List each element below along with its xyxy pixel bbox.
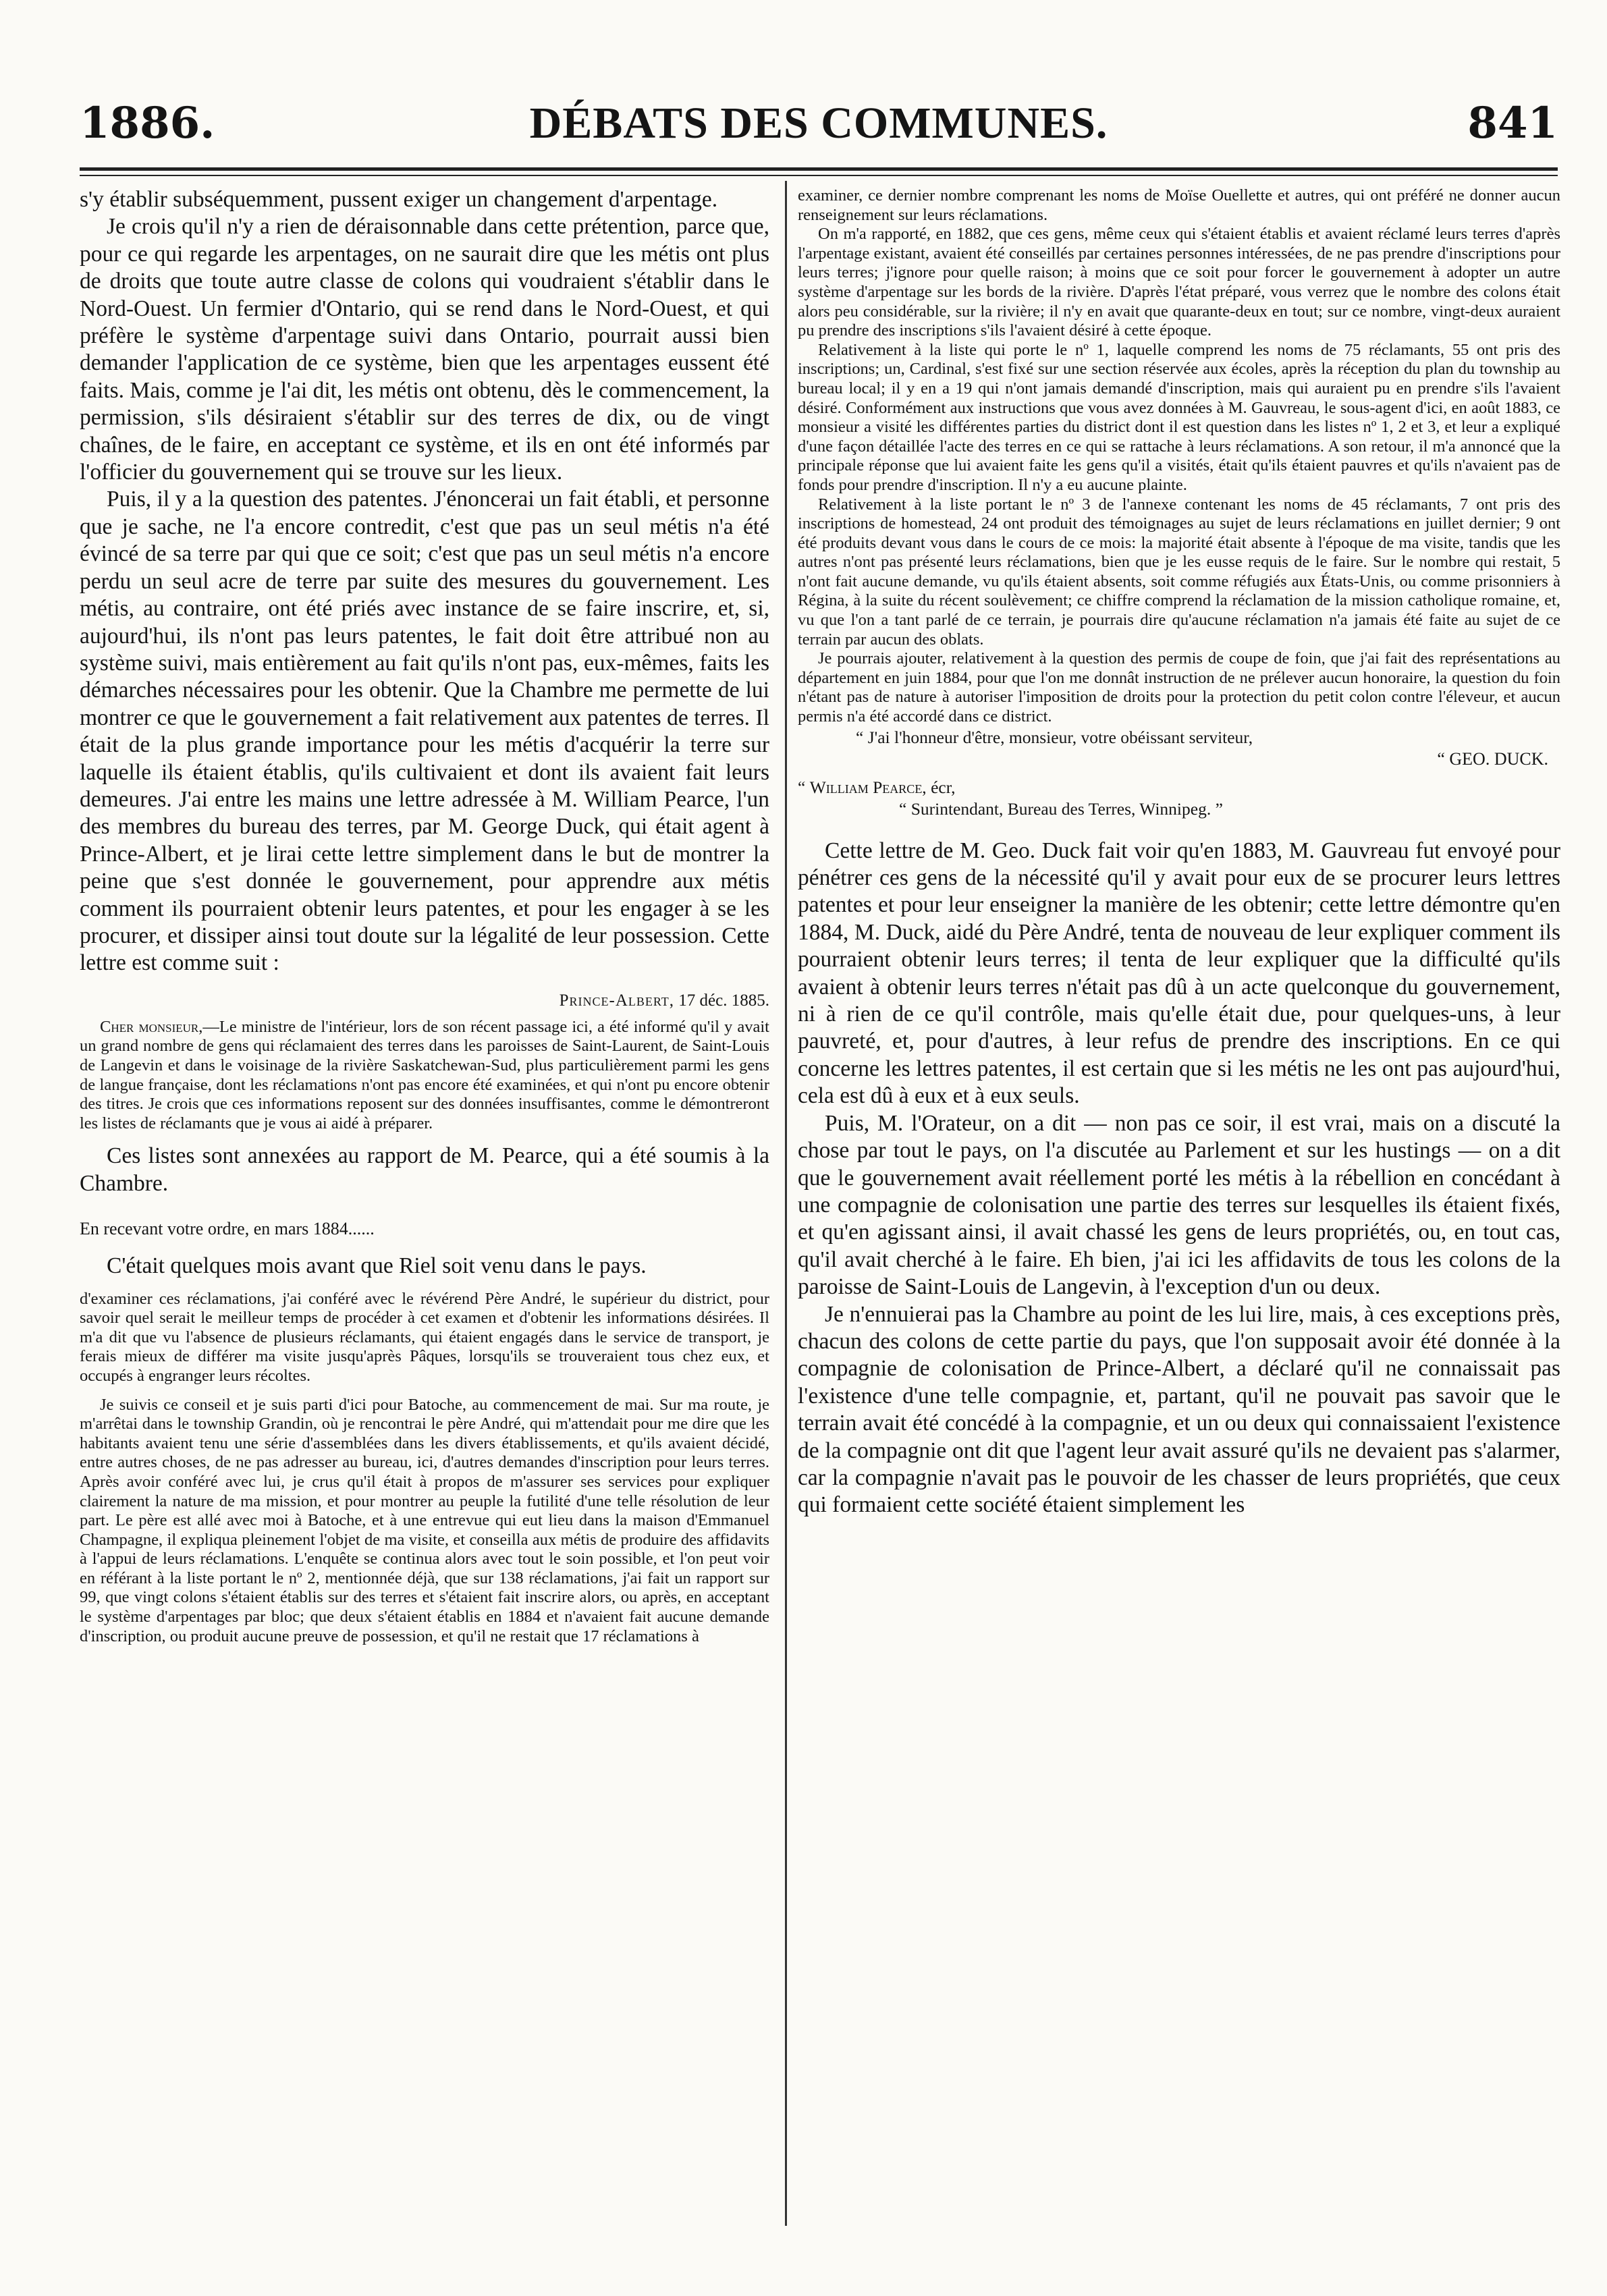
letter-addressee: “ William Pearce, écr, (798, 777, 956, 797)
letter-signature: “ GEO. DUCK. (1437, 748, 1548, 769)
letter-paragraph-3: Je suivis ce conseil et je suis parti d'ici pour Batoche, au commencement de mai. Sur ma route, je m'arrêtai dans le township Grandin, où je rencontrai le père André, qui m'attendait pour me dire que les habitants avaient tenu une série d'assemblées dans les divers établissements, et qu'ils avaient décidé, entre autres choses, de ne pas adresser au bureau, ici, d'autres demandes d'inscription pour leurs terres. Après avoir conféré avec lui, je crus qu'il était à propos de m'assurer ses services pour expliquer clairement la nature de ma mission, et pour montrer au peuple la futilité d'une telle résolution de leur part. Le père est allé avec moi à Batoche, et à une entrevue qui eut lieu dans la maison d'Emmanuel Champagne, il expliqua pleinement l'objet de ma visite, et conseilla aux métis de produire des affidavits à l'appui de leurs réclamations. L'enquête se continua alors avec tout le soin possible, et l'on peut voir en référant à la liste portant le nº 2, mentionnée déjà, que sur 138 réclamations, j'ai fait un rapport sur 99, que vingt colons s'étaient établis sur des terres et s'étaient fait inscrire alors, ou après, en acceptant le système d'arpentages par bloc; que deux s'étaient établis en 1884 et n'avaient fait aucune demande d'inscription, ou produit aucune preuve de possession, et qu'il ne restait que 17 réclamations à (80, 1395, 769, 1645)
dateline-place: Prince-Albert, (559, 991, 675, 1010)
spacer (80, 1280, 769, 1290)
letter-paragraph-7: Relativement à la liste portant le nº 3 de l'annexe contenant les noms de 45 réclamants, 7 ont pris des inscriptions de homestead, 24 ont produit des témoignages au sujet de leurs réclamations en juillet dernier; 9 ont été produits devant vous dans le cours de ce mois: la majorité était absente à l'époque de ma visite, tandis que les autres n'ont pas présenté leurs réclamations, bien que je les eusse requis de le faire. Sur le nombre qui restait, 5 n'ont fait aucune demande, vu qu'ils étaient absents, soit comme réfugiés aux États-Unis, ou comme prisonniers à Régina, à la suite du récent soulèvement; ce chiffre comprend la réclamation de la mission catholique romaine, et, vu que l'on a tant parlé de ce terrain, je pourrais dire qu'aucune réclamation n'a jamais été faite au sujet de ce terrain par aucun des oblats. (798, 495, 1560, 649)
letter-order-line: En recevant votre ordre, en mars 1884...... (80, 1219, 375, 1239)
letter-addressee-office: “ Surintendant, Bureau des Terres, Winnipeg. ” (899, 798, 1223, 819)
letter-paragraph-6: Relativement à la liste qui porte le nº 1, laquelle comprend les noms de 75 réclamants, 55 ont pris des inscriptions; un, Cardinal, s'est fixé sur une section réservée aux écoles, après la réception du plan du township au bureau local; il y en a 19 qui n'ont jamais demandé d'inscription, mais qui auraient pu en prendre s'ils l'avaient désiré. Conformément aux instructions que vous avez données à M. Gauvreau, le sous-agent d'ici, en août 1883, ce monsieur a visité les différentes parties du district dont il est question dans les listes nº 1, 2 et 3, et leur a expliqué d'une façon détaillée l'acte des terres en ce qui se rattache à leurs réclamations. A son retour, il m'a annoncé que la principale réponse que lui avaient faite les gens qu'il a visités, était qu'ils étaient pauvres et qu'ils n'avaient pas de fonds pour prendre d'inscription. Il n'y a eu aucune plainte. (798, 340, 1560, 494)
page-header (80, 86, 1558, 161)
right-column (798, 186, 1560, 2231)
addressee-title: écr, (926, 777, 956, 797)
right-paragraph-3: Je n'ennuierai pas la Chambre au point de les lui lire, mais, à ces exceptions près, chacun des colons de cette partie du pays, que l'on supposait avoir été donnée à la compagnie de colonisation de Prince-Albert, a déclaré qu'il ne connaissait pas l'existence d'une telle compagnie, et, partant, qu'il ne pouvait pas savoir que le terrain avait été concédé à la compagnie, et un ou deux qui connaissaient l'existence de la compagnie ont dit que l'agent leur avait assuré qu'ils ne devaient pas s'alarmer, car la compagnie n'avait pas le pouvoir de les chasser de leurs propriétés, que ceux qui formaient cette société étaient simplement les (798, 1301, 1560, 1518)
letter-paragraph-1 (80, 1018, 769, 1134)
column-divider (785, 181, 787, 2226)
right-paragraph-2: Puis, M. l'Orateur, on a dit — non pas ce soir, il est vrai, mais on a discuté la chose par tout le pays, on l'a discutée au Parlement et sur les hustings — on a dit que le gouvernement avait réellement porté les métis à la rébellion en concédant à une compagnie de colonisation une partie des terres sur lesquelles ils étaient fixés, et qu'en agissant ainsi, il avait chassé les gens de leurs propriétés, ou, en tout cas, qu'il avait cherché à le faire. Eh bien, j'ai ici les affidavits de tous les colons de la paroisse de Saint-Louis de Langevin, à l'exception d'un ou deux. (798, 1110, 1560, 1300)
header-page-number: 841 (1467, 98, 1558, 148)
letter-paragraph-5: On m'a rapporté, en 1882, que ces gens, même ceux qui s'étaient établis et avaient réclamé leurs terres d'après l'arpentage existant, avaient été conseillés par certaines personnes intéressées, de ne pas prendre d'inscriptions pour leurs terres; j'ignore pour quelle raison; à moins que ce soit pour forcer le gouvernement à adopter un autre système d'arpentage sur les bords de la rivière. D'après l'état préparé, vous verrez que le nombre des colons était alors peu considérable, sur la rivière; il n'y en avait que quarante-deux en tout; sur ce nombre, vingt-deux auraient pu prendre des inscriptions s'ils l'avaient désiré à cette époque. (798, 225, 1560, 340)
letter-paragraph-1-text: —Le ministre de l'intérieur, lors de son récent passage ici, a été informé qu'il y avait un grand nombre de gens qui réclamaient des terres dans les paroisses de Saint-Laurent, de Saint-Louis de Langevin et dans le voisinage de la rivière Saskatchewan-Sud, plus particulièrement parmi les gens de langue française, dont les réclamations n'ont pas encore été examinées, et qui n'ont pu encore obtenir des titres. Je crois que ces informations reposent sur des données insuffisantes, comme le démontreront les listes de réclamants que je vous ai aidé à préparer. (80, 1017, 769, 1132)
left-column (80, 186, 769, 2231)
left-paragraph-2: Je crois qu'il n'y a rien de déraisonnable dans cette prétention, parce que, pour ce qui regarde les arpentages, on ne saurait dire que les métis ont plus de droits que toute autre classe de colons qui voudraient s'établir dans le Nord-Ouest. Un fermier d'Ontario, qui se rend dans le Nord-Ouest, et qui préfère le système d'arpentage suivi dans Ontario, pourrait aussi bien demander l'application de ce système, bien que les arpentages eussent été faits. Mais, comme je l'ai dit, les métis ont obtenu, dès le commencement, la permission, s'ils désiraient s'établir sur des terres de dix, ou de vingt chaînes, de le faire, en acceptant ce système, et ils en ont été informés par l'officier du gouvernement qui se trouve sur les lieux. (80, 214, 769, 485)
letter-paragraph-4: examiner, ce dernier nombre comprenant les noms de Moïse Ouellette et autres, qui ont préféré ne donner aucun renseignement sur leurs réclamations. (798, 186, 1560, 224)
letter-paragraph-8: Je pourrais ajouter, relativement à la question des permis de coupe de foin, que j'ai fait des représentations au département en juin 1884, pour que l'on me donnât instruction de ne prélever aucun honoraire, la question du foin n'étant pas de nature à autoriser l'imposition de droits pour la protection du petit colon contre l'éleveur, et aucun permis n'a été accordé dans ce district. (798, 649, 1560, 726)
left-paragraph-4: Ces listes sont annexées au rapport de M. Pearce, qui a été soumis à la Chambre. (80, 1143, 769, 1196)
letter-salutation: Cher monsieur, (100, 1017, 203, 1036)
header-title: DÉBATS DES COMMUNES. (529, 99, 1108, 148)
letter-closing: “ J'ai l'honneur d'être, monsieur, votre obéissant serviteur, (856, 727, 1253, 747)
header-rule-thin (80, 175, 1558, 176)
right-paragraph-1: Cette lettre de M. Geo. Duck fait voir qu'en 1883, M. Gauvreau fut envoyé pour pénétrer ces gens de la nécessité qu'il y avait pour eux de se procurer leurs lettres patentes et pour leur enseigner la manière de les obtenir; cette lettre démontre qu'en 1884, M. Duck, aidé du Père André, tenta de nouveau de leur expliquer comment ils pourraient obtenir leurs terres; il tenta de leur expliquer que la difficulté qu'ils avaient à obtenir leurs terres n'était pas dû à un acte quelconque du gouvernement, ni à rien de ce qu'il contrôle, mais qu'elle était due, pour quelques-uns, à leur pauvreté, et, pour d'autres, à leur refus de prendre des inscriptions. En ce qui concerne les lettres patentes, il est certain que si les métis ne les ont pas aujourd'hui, cela est dû à eux et à eux seuls. (798, 838, 1560, 1109)
left-paragraph-5: C'était quelques mois avant que Riel soit venu dans le pays. (107, 1253, 647, 1279)
letter-dateline (80, 987, 769, 1015)
addressee-name: William Pearce, (809, 777, 927, 797)
spacer (798, 820, 1560, 838)
spacer (80, 1386, 769, 1396)
header-rule-thick (80, 167, 1558, 171)
letter-paragraph-2: d'examiner ces réclamations, j'ai conféré avec le révérend Père André, le supérieur du district, pour savoir quel serait le meilleur temps de procéder à cet examen et d'obtenir les informations désirées. Il m'a dit que vu l'absence de plusieurs réclamants, qui étaient engagés dans le service de transport, je ferais mieux de différer ma visite jusqu'après Pâques, lorsqu'ils se trouveraient tous chez eux, et occupés à engranger leurs récoltes. (80, 1289, 769, 1385)
header-year: 1886. (80, 98, 215, 148)
spacer (80, 1133, 769, 1143)
left-paragraph-3: Puis, il y a la question des patentes. J'énoncerai un fait établi, et personne que je sache, ne l'a encore contredit, c'est que pas un seul métis n'a été évincé de sa terre par qui que ce soit; c'est que pas un seul métis n'a encore perdu un seul acre de terre par suite des mesures du gouvernement. Les métis, au contraire, ont été priés avec instance de se faire inscrire, et, si, aujourd'hui, ils n'ont pas leurs patentes, le fait doit être attribué non au système suivi, mais entièrement au fait qu'ils n'ont pas, eux-mêmes, faits les démarches nécessaires pour les obtenir. Que la Chambre me permette de lui montrer ce que le gouvernement a fait relativement aux patentes de terres. Il était de la plus grande importance pour les métis d'acquérir la terre sur laquelle ils étaient établis, qu'ils cultivaient et dont ils avaient fait leurs demeures. J'ai entre les mains une lettre adressée à M. William Pearce, l'un des membres du bureau des terres, par M. George Duck, qui était agent à Prince-Albert, et je lirai cette lettre simplement dans le but de montrer la peine que s'est donnée le gouvernement, pour apprendre aux métis comment ils pourraient obtenir leurs patentes, et pour les engager à se les procurer, et dissiper ainsi tout doute sur la légalité de leur possession. Cette lettre est comme suit : (80, 487, 769, 976)
dateline-date: 17 déc. 1885. (674, 991, 769, 1010)
left-paragraph-1: s'y établir subséquemment, pussent exiger un changement d'arpentage. (80, 187, 718, 212)
